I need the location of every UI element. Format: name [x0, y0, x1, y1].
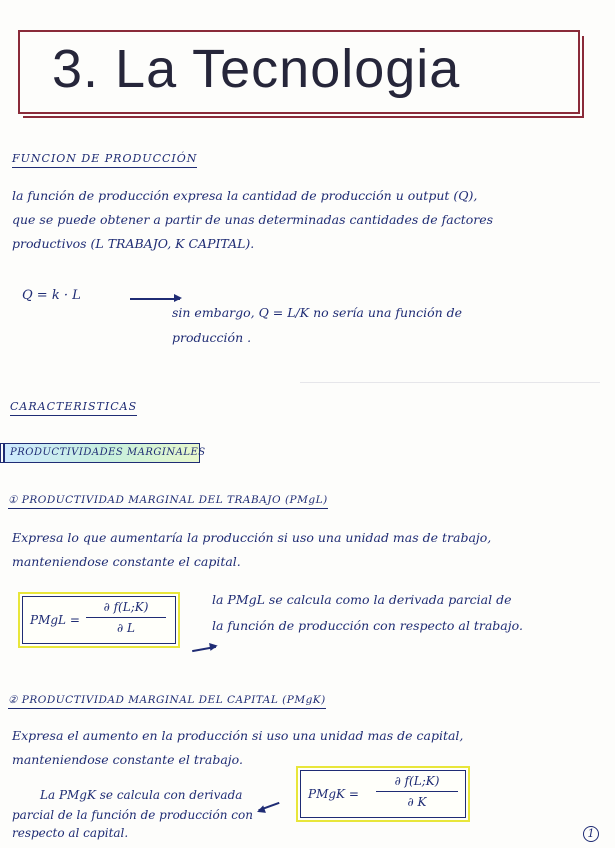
paragraph-line: que se puede obtener a partir de unas determinadas cantidades de factores: [12, 212, 494, 227]
paragraph-line: Expresa el aumento en la producción si uso una unidad mas de capital,: [12, 728, 464, 743]
pmgk-formula-lhs: PMgK =: [308, 787, 359, 801]
left-arrow-icon: [258, 802, 279, 811]
page-title: 3. La Tecnologia: [52, 39, 461, 99]
title-box: [18, 30, 580, 114]
production-function-paragraph: [12, 184, 493, 256]
pmgk-formula-box: [296, 766, 470, 822]
paragraph-line: productivos (L TRABAJO, K CAPITAL).: [12, 236, 255, 251]
pmgk-note-line: La PMgK se calcula con derivada: [40, 788, 243, 802]
pmgl-heading: ① PRODUCTIVIDAD MARGINAL DEL TRABAJO (PMgL): [8, 494, 328, 509]
section-heading-characteristics: CARACTERISTICAS: [10, 400, 137, 416]
remark-line: producción .: [172, 330, 252, 345]
pmgk-fraction: [376, 774, 458, 809]
pmgl-note-line: la función de producción con respecto al trabajo.: [212, 618, 523, 633]
paragraph-line: manteniendose constante el trabajo.: [12, 752, 243, 767]
paragraph-line: manteniendose constante el capital.: [12, 554, 241, 569]
page-number: 1: [583, 826, 599, 842]
production-formula: Q = k · L: [22, 288, 81, 303]
marginal-productivity-tag: PRODUCTIVIDADES MARGINALES: [4, 443, 200, 463]
right-arrow-icon: [130, 298, 180, 300]
fraction-bar: [86, 617, 166, 618]
pmgk-paragraph: [12, 724, 463, 772]
pmgl-fraction: [86, 600, 166, 635]
divider: [300, 382, 600, 383]
pmgk-note-line: parcial de la función de producción con: [12, 808, 253, 822]
pmgl-note-line: la PMgL se calcula como la derivada parcial de: [212, 592, 512, 607]
pmgk-note-line: respecto al capital.: [12, 826, 129, 840]
pmgl-formula-box: [18, 592, 180, 648]
paragraph-line: Expresa lo que aumentaría la producción si uso una unidad mas de trabajo,: [12, 530, 492, 545]
paragraph-line: la función de producción expresa la cantidad de producción u output (Q),: [12, 188, 478, 203]
fraction-numerator: ∂ f(L;K): [103, 600, 149, 614]
curved-arrow-icon: [192, 646, 216, 652]
fraction-bar: [376, 791, 458, 792]
fraction-denominator: ∂ L: [117, 621, 135, 635]
pmgl-paragraph: [12, 526, 491, 574]
fraction-denominator: ∂ K: [407, 795, 427, 809]
remark-line: sin embargo, Q = L/K no sería una función de: [172, 305, 463, 320]
pmgk-heading: ② PRODUCTIVIDAD MARGINAL DEL CAPITAL (PMgK): [8, 694, 326, 709]
fraction-numerator: ∂ f(L;K): [394, 774, 440, 788]
section-heading-production-function: FUNCION DE PRODUCCIÓN: [12, 152, 197, 168]
pmgl-formula-lhs: PMgL =: [30, 613, 80, 627]
